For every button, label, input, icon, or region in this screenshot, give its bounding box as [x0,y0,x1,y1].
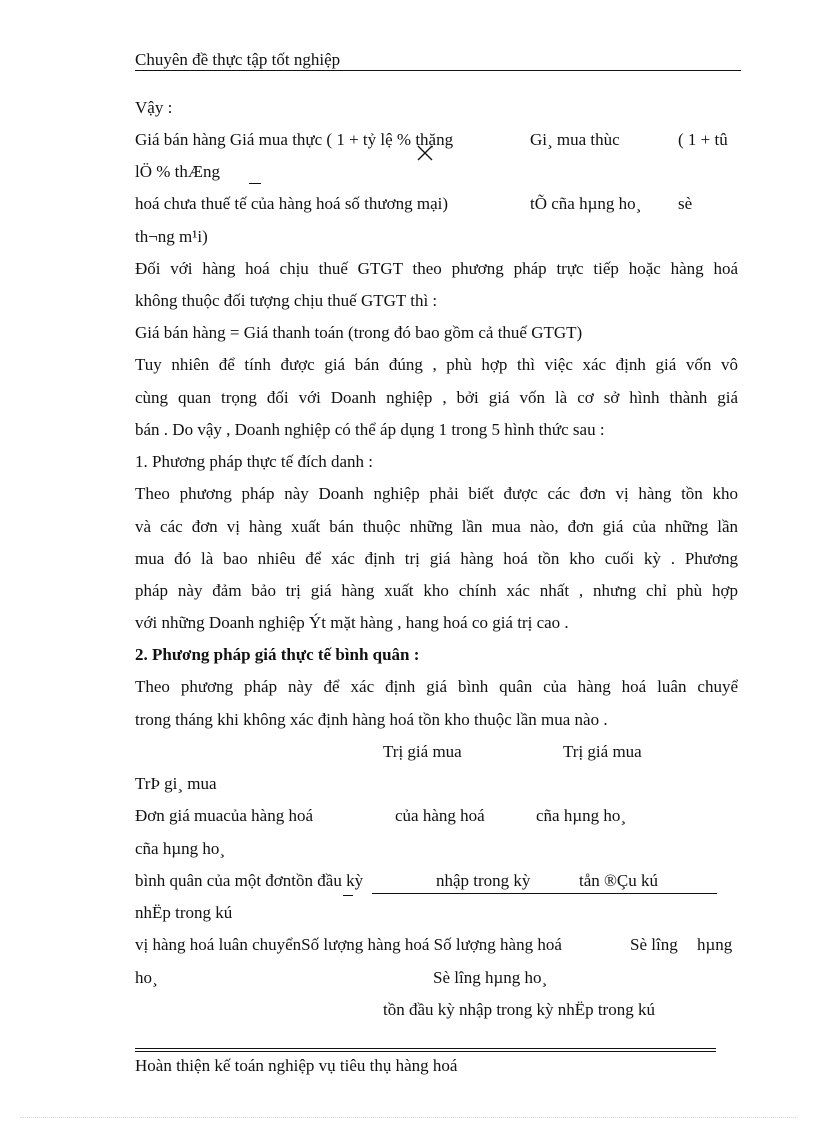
body-line: với những Doanh nghiệp Ýt mặt hàng , hang hoá co giá trị cao . [135,613,569,632]
body-line: sè [678,194,693,213]
body-line: tÕ cña hµng ho¸ [530,194,642,213]
footer-rule [135,1051,716,1052]
formula-text: Sè lîng hµng ho¸ [433,968,548,987]
header-title: Chuyên đề thực tập tốt nghiệp [135,50,341,69]
page-edge-dots [20,1117,796,1118]
fraction-rule [372,893,717,894]
underline-mark [343,895,353,896]
footer-title: Hoàn thiện kế toán nghiệp vụ tiêu thụ hàng hoá [135,1056,458,1075]
formula-text: tån ®Çu kú [579,871,659,890]
body-line: Theo phương pháp này để xác định giá bình quân của hàng hoá luân chuyể [135,677,738,696]
formula-text: ho¸ [135,968,158,987]
formula-text: cña hµng ho¸ [536,806,627,825]
body-line: Giá bán hàng = Giá thanh toán (trong đó bao gồm cả thuế GTGT) [135,323,583,342]
section-heading: 2. Phương pháp giá thực tế bình quân : [135,645,420,664]
body-line: th¬ng m¹i) [135,227,208,246]
formula-text: bình quân của một đơntồn đầu kỳ [135,871,364,890]
body-line: ( 1 + tû [678,130,728,149]
body-line: lÖ % thÆng [135,162,220,181]
body-line: Vậy : [135,98,173,117]
body-line: cùng quan trọng đối với Doanh nghiệp , bởi giá vốn là cơ sở hình thành giá [135,388,738,407]
body-line: Đối với hàng hoá chịu thuế GTGT theo phương pháp trực tiếp hoặc hàng hoá [135,259,738,278]
footer-rule [135,1048,716,1049]
formula-text: Sè lîng [630,935,678,954]
formula-text: tồn đầu kỳ nhập trong kỳ nhËp trong kú [383,1000,655,1019]
formula-text: nhËp trong kú [135,903,233,922]
section-heading: 1. Phương pháp thực tế đích danh : [135,452,373,471]
body-line: Gi¸ mua thùc [530,130,620,149]
formula-text: TrÞ gi¸ mua [135,774,217,793]
formula-text: cña hµng ho¸ [135,839,226,858]
body-line: Tuy nhiên để tính được giá bán đúng , phù hợp thì việc xác định giá vốn vô [135,355,738,374]
cross-mark-icon [416,144,434,162]
formula-text: vị hàng hoá luân chuyểnSố lượng hàng hoá Số lượng hàng hoá [135,935,562,954]
body-line: không thuộc đối tượng chịu thuế GTGT thì : [135,291,438,310]
body-line: Theo phương pháp này Doanh nghiệp phải biết được các đơn vị hàng tồn kho [135,484,738,503]
formula-text: nhập trong kỳ [436,871,531,890]
body-line: Giá bán hàng Giá mua thực ( 1 + tỷ lệ % thặng [135,130,454,149]
formula-text: Trị giá mua [383,742,462,761]
body-line: trong tháng khi không xác định hàng hoá tồn kho thuộc lần mua nào . [135,710,608,729]
formula-text: Trị giá mua [563,742,642,761]
overbar-mark [249,183,261,184]
body-line: bán . Do vậy , Doanh nghiệp có thể áp dụng 1 trong 5 hình thức sau : [135,420,605,439]
formula-text: của hàng hoá [395,806,485,825]
body-line: pháp này đảm bảo trị giá hàng xuất kho chính xác nhất , nhưng chỉ phù hợp [135,581,738,600]
header-rule [135,70,741,71]
body-line: hoá chưa thuế tế của hàng hoá số thương mại) [135,194,449,213]
formula-text: hµng [697,935,733,954]
formula-text: Đơn giá muacủa hàng hoá [135,806,313,825]
body-line: mua đó là bao nhiêu để xác định trị giá hàng hoá tồn kho cuối kỳ . Phương [135,549,738,568]
body-line: và các đơn vị hàng xuất bán thuộc những lần mua nào, đơn giá của những lần [135,517,738,536]
